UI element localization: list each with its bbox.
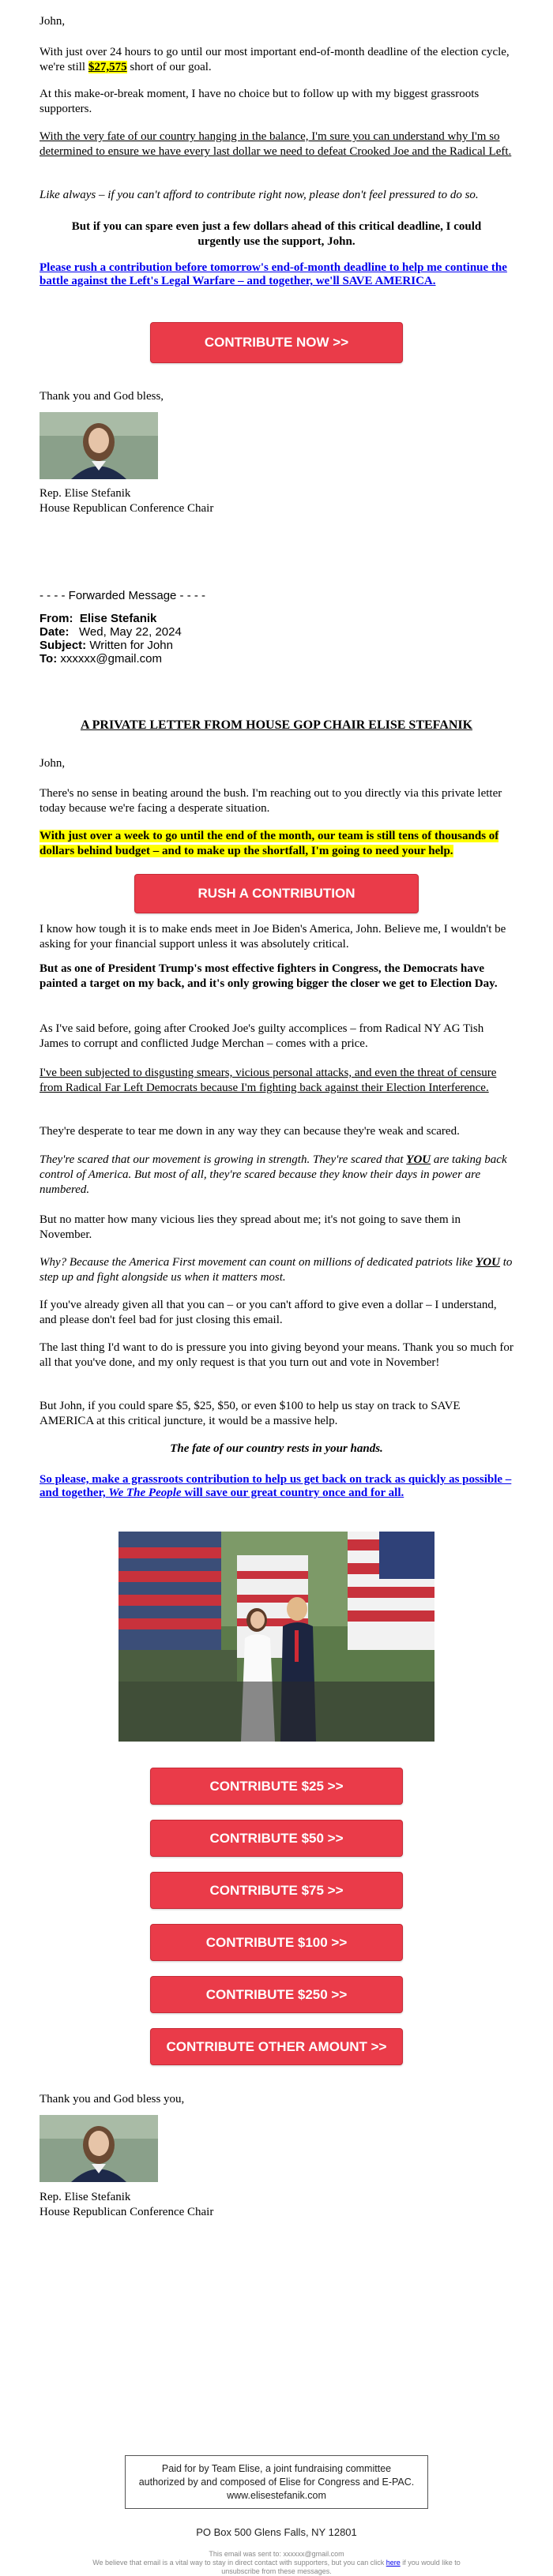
forwarded-header: - - - - Forwarded Message - - - -	[40, 589, 206, 602]
contribute-link[interactable]: Please rush a contribution before tomorrow's end-of-month deadline to help me continue the battle against the Left's Legal Warfare – and together, we'll SAVE AMERICA.	[40, 261, 507, 287]
contribute-75-button[interactable]: CONTRIBUTE $75 >>	[150, 1872, 403, 1909]
rush-contribution-button[interactable]: RUSH A CONTRIBUTION	[134, 874, 419, 913]
letter-headline: A PRIVATE LETTER FROM HOUSE GOP CHAIR ELISE STEFANIK	[80, 718, 473, 732]
signature-name: Rep. Elise Stefanik	[40, 487, 131, 500]
paragraph: But John, if you could spare $5, $25, $50, or even $100 to help us stay on track to SAVE AMERICA at this critical juncture, it would be a massive help.	[40, 1400, 461, 1427]
paragraph: But no matter how many vicious lies they spread about me; it's not going to save them in November.	[40, 1213, 461, 1241]
paid-for-text: Paid for by Team Elise, a joint fundraising committee authorized by and composed of Elise for Congress and E-PAC. www.elisestefanik.com	[138, 2463, 415, 2501]
contribute-link[interactable]: So please, make a grassroots contribution to help us get back on track as quickly as possible – and together, We The People will save our great country once and for all.	[40, 1473, 512, 1499]
contribute-50-button[interactable]: CONTRIBUTE $50 >>	[150, 1820, 403, 1857]
mailing-address: PO Box 500 Glens Falls, NY 12801	[196, 2526, 357, 2538]
closing: Thank you and God bless you,	[40, 2093, 185, 2105]
paragraph: But if you can spare even just a few dollars ahead of this critical deadline, I could urgently use the support, John.	[71, 220, 482, 248]
paragraph: They're scared that our movement is growing in strength. They're scared that YOU are taking back control of America. But most of all, they're scared because they know their days in power are numbered.	[40, 1153, 507, 1196]
paragraph: They're desperate to tear me down in any way they can because they're weak and scared.	[40, 1125, 460, 1138]
signature-photo	[40, 412, 158, 479]
paragraph: The last thing I'd want to do is pressure you into giving beyond your means. Thank you so much for all that you've done, and my only request is that you turn out and vote in November!	[40, 1341, 514, 1369]
contribute-other-button[interactable]: CONTRIBUTE OTHER AMOUNT >>	[150, 2028, 403, 2065]
paragraph: Why? Because the America First movement can count on millions of dedicated patriots like YOU to step up and fight alongside us when it matters most.	[40, 1256, 513, 1284]
paragraph: At this make-or-break moment, I have no choice but to follow up with my biggest grassroots supporters.	[40, 88, 480, 115]
forwarded-date: Date: Wed, May 22, 2024	[40, 625, 182, 639]
salutation: John,	[40, 15, 66, 28]
salutation: John,	[40, 757, 66, 770]
paragraph: If you've already given all that you can – or you can't afford to give even a dollar – I understand, and please don't feel bad for just closing this email.	[40, 1299, 497, 1326]
forwarded-subject: Subject: Written for John	[40, 639, 173, 652]
paragraph: With just over 24 hours to go until our most important end-of-month deadline of the election cycle, we're still $27,575 short of our goal.	[40, 46, 510, 73]
rally-photo	[118, 1532, 434, 1742]
closing: Thank you and God bless,	[40, 390, 164, 403]
contribute-now-button[interactable]: CONTRIBUTE NOW >>	[150, 322, 403, 363]
highlighted-paragraph: With just over a week to go until the end of the month, our team is still tens of thousands of dollars behind budget – and to make up the shortfall, I'm going to need your help.	[40, 830, 499, 857]
paragraph: But as one of President Trump's most effective fighters in Congress, the Democrats have painted a target on my back, and it's only growing bigger the closer we get to Election Day.	[40, 962, 498, 990]
forwarded-to: To: xxxxxx@gmail.com	[40, 652, 162, 666]
unsubscribe-link[interactable]: here	[386, 2559, 401, 2567]
paragraph: There's no sense in beating around the bush. I'm reaching out to you directly via this private letter today because we're facing a desperate situation.	[40, 787, 502, 815]
contribute-250-button[interactable]: CONTRIBUTE $250 >>	[150, 1976, 403, 2013]
paragraph: I know how tough it is to make ends meet in Joe Biden's America, John. Believe me, I wouldn't be asking for your financial support unless it was absolutely critical.	[40, 923, 506, 951]
paragraph: Like always – if you can't afford to contribute right now, please don't feel pressured to do so.	[40, 189, 479, 201]
paragraph: The fate of our country rests in your hands.	[170, 1442, 383, 1455]
signature-photo	[40, 2115, 158, 2182]
paragraph: As I've said before, going after Crooked Joe's guilty accomplices – from Radical NY AG Tish James to corrupt and conflicted Judge Merchan – comes with a price.	[40, 1022, 484, 1050]
signature-title: House Republican Conference Chair	[40, 502, 214, 515]
unsubscribe-notice: We believe that email is a vital way to stay in direct contact with supporters, but you can click here if you would like to unsubscribe from these messages.	[92, 2559, 461, 2575]
paid-for-box	[125, 2455, 428, 2509]
contribute-25-button[interactable]: CONTRIBUTE $25 >>	[150, 1768, 403, 1805]
signature-name: Rep. Elise Stefanik	[40, 2191, 131, 2203]
paragraph: With the very fate of our country hanging in the balance, I'm sure you can understand why I'm so determined to ensure we have every last dollar we need to defeat Crooked Joe and the Radical Left.	[40, 130, 512, 158]
signature-title: House Republican Conference Chair	[40, 2206, 214, 2218]
forwarded-from: From: Elise Stefanik	[40, 612, 157, 625]
paragraph: I've been subjected to disgusting smears, vicious personal attacks, and even the threat of censure from Radical Far Left Democrats because I'm fighting back against their Election Interference.	[40, 1067, 497, 1094]
shortfall-amount: $27,575	[88, 61, 127, 73]
sent-to-notice: This email was sent to: xxxxxx@gmail.com	[209, 2550, 344, 2558]
contribute-100-button[interactable]: CONTRIBUTE $100 >>	[150, 1924, 403, 1961]
